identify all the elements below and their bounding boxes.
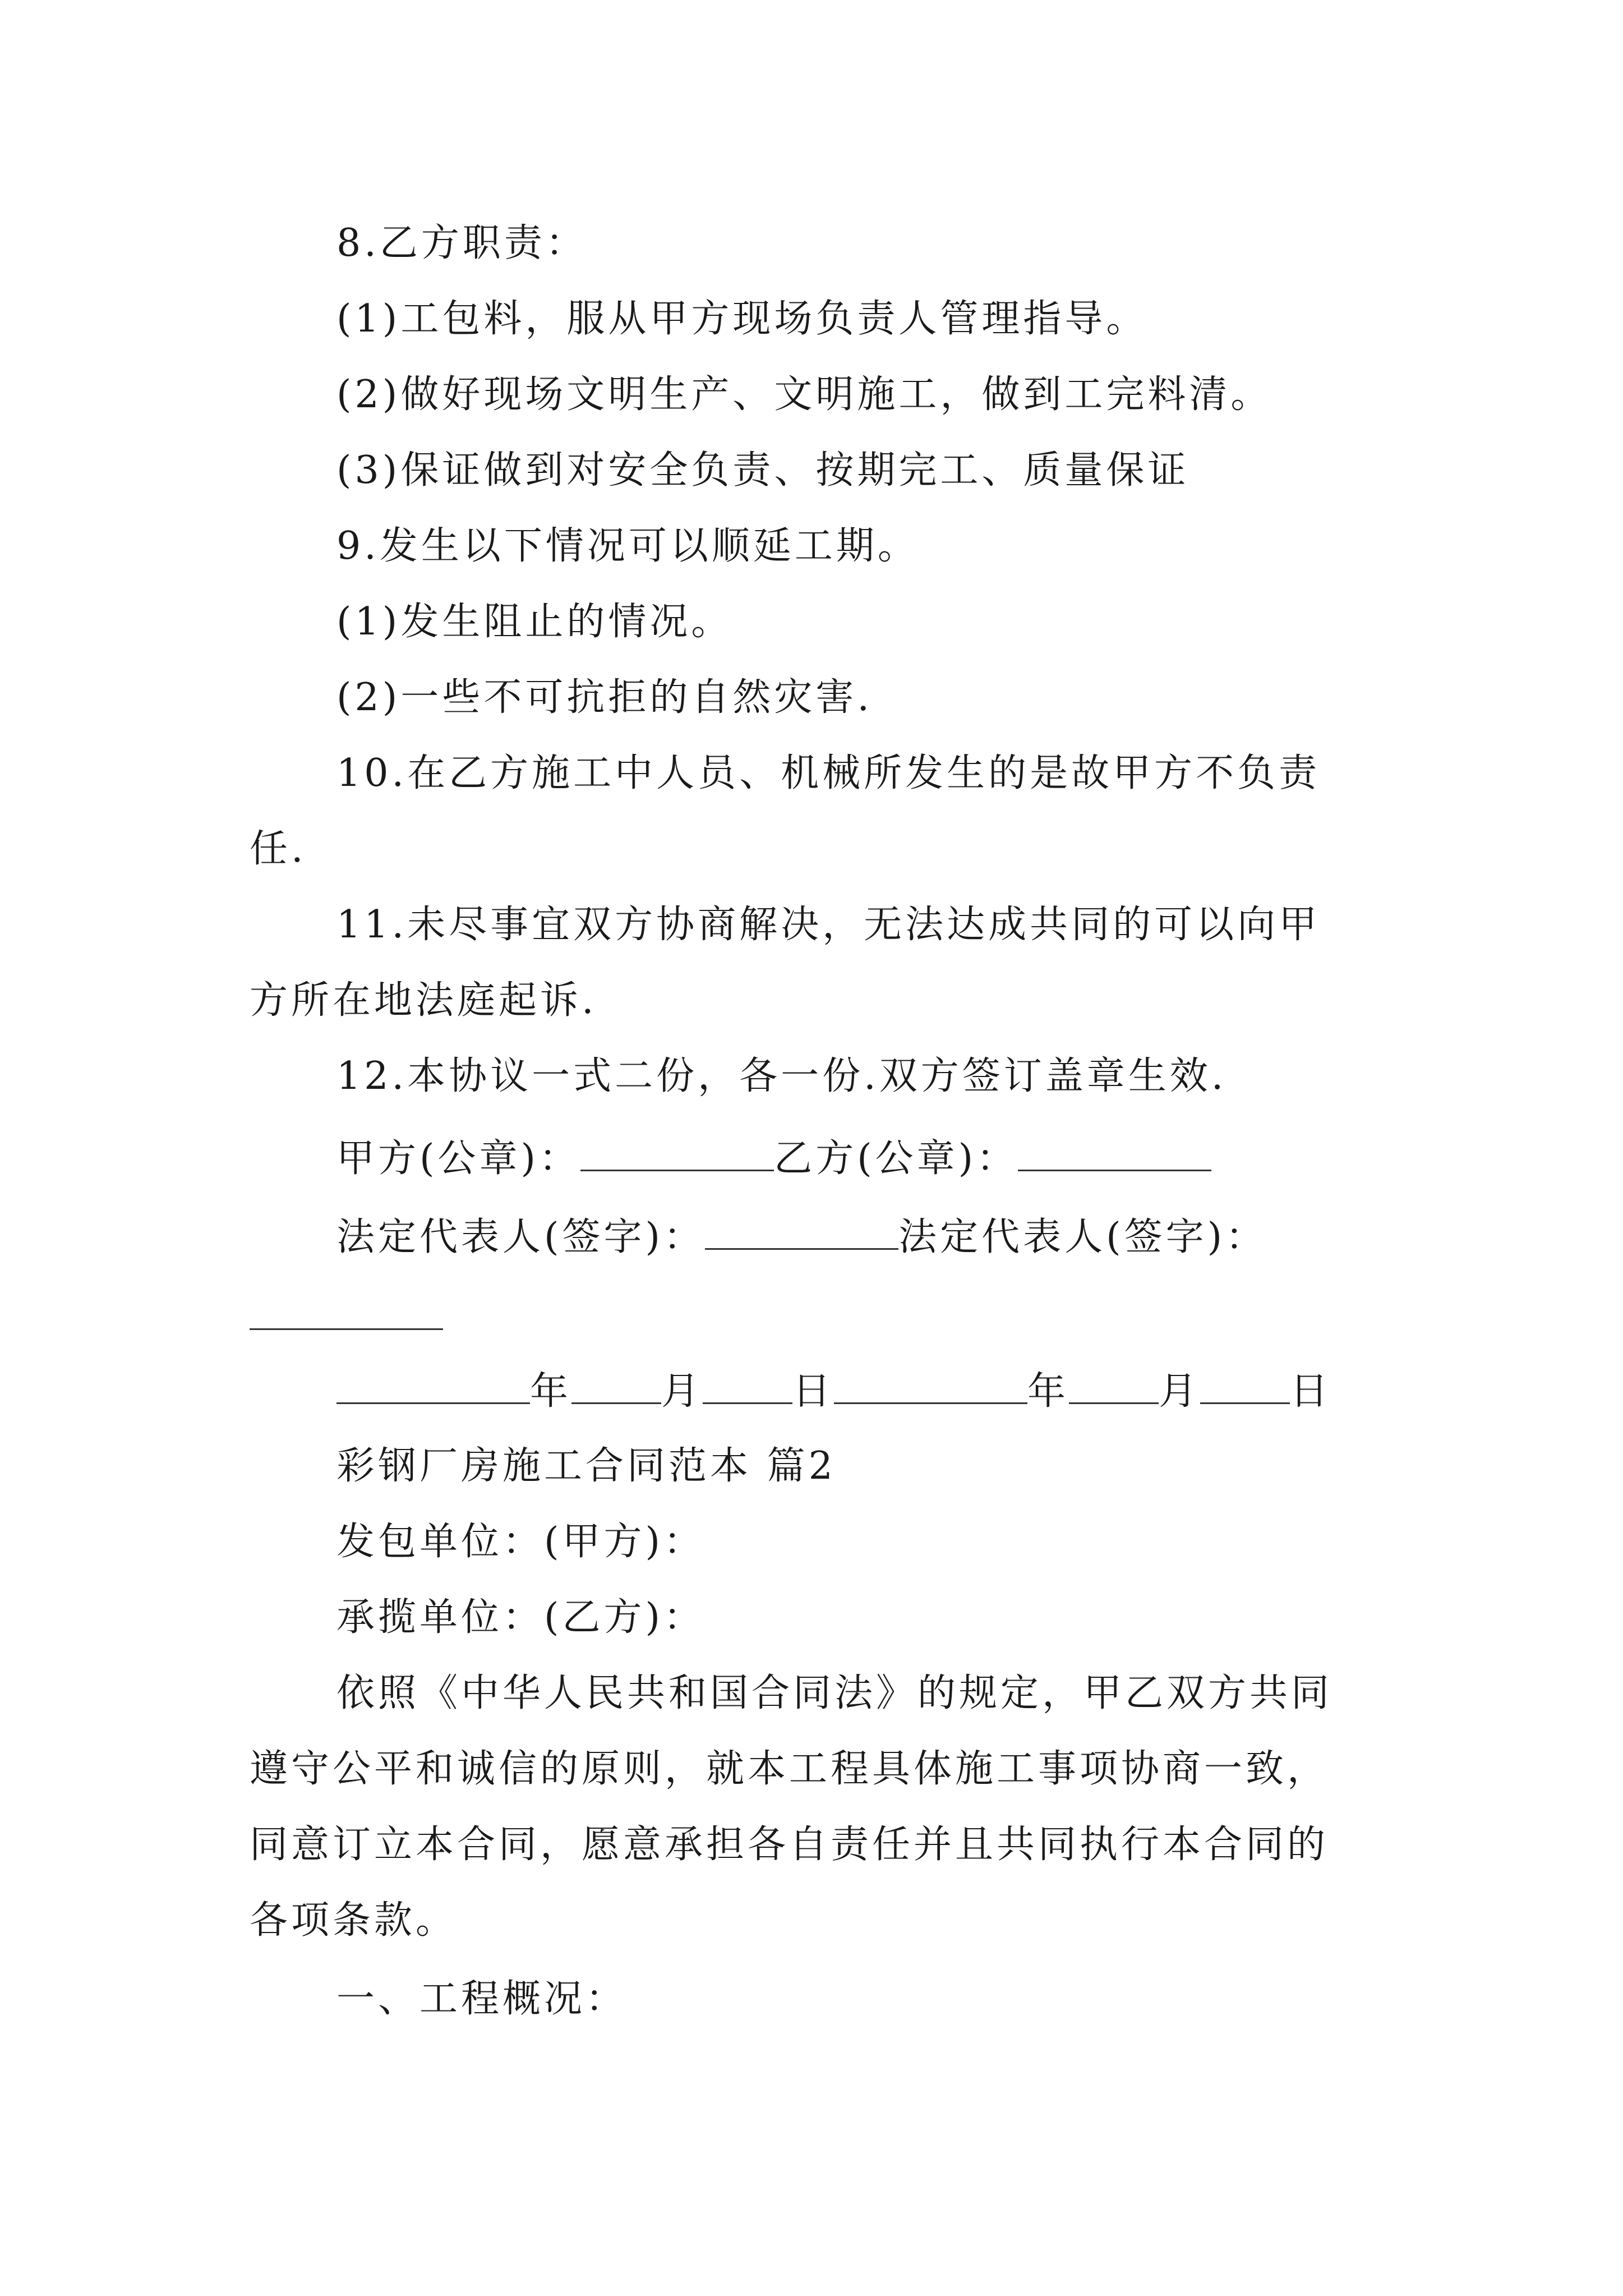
date-a-year-blank[interactable]: [336, 1369, 530, 1404]
date-a-day-blank[interactable]: [703, 1369, 792, 1404]
paragraph-line-3: 同意订立本合同，愿意承担各自责任并且共同执行本合同的: [250, 1823, 1329, 1867]
day-label-a: 日: [792, 1369, 834, 1414]
date-b-month-blank[interactable]: [1069, 1369, 1159, 1404]
clause-11-line-1: 11.未尽事宜双方协商解决，无法达成共同的可以向甲: [336, 903, 1321, 947]
representative-line: [336, 1214, 1267, 1257]
rep-a-signature-blank[interactable]: [705, 1214, 898, 1250]
rep-b-label: 法定代表人(签字)：: [898, 1215, 1267, 1259]
paragraph-line-4: 各项条款。: [250, 1898, 458, 1943]
party-a-seal-label: 甲方(公章)：: [336, 1137, 581, 1181]
party-b-seal-blank[interactable]: [1018, 1136, 1211, 1171]
clause-10-line-1: 10.在乙方施工中人员、机械所发生的是故甲方不负责: [336, 751, 1321, 795]
clause-9-item-2: (2)一些不可抗拒的自然灾害.: [336, 675, 873, 720]
party-b-seal-label: 乙方(公章)：: [774, 1137, 1018, 1181]
day-label-b: 日: [1290, 1369, 1332, 1414]
month-label-b: 月: [1159, 1369, 1201, 1414]
clause-8-item-2: (2)做好现场文明生产、文明施工，做到工完料清。: [336, 372, 1272, 417]
paragraph-line-2: 遵守公平和诚信的原则，就本工程具体施工事项协商一致，: [250, 1747, 1329, 1791]
year-label-a: 年: [530, 1369, 572, 1414]
party-a-seal-blank[interactable]: [580, 1136, 774, 1171]
section-heading-1: 一、工程概况：: [336, 1977, 628, 2021]
clause-10-line-2: 任.: [250, 827, 307, 871]
seal-line: [336, 1136, 1211, 1181]
clause-8-item-1: (1)工包料，服从甲方现场负责人管理指导。: [336, 297, 1148, 341]
date-b-day-blank[interactable]: [1200, 1369, 1290, 1404]
undertaker-line: 承揽单位：(乙方)：: [336, 1595, 706, 1640]
clause-8-heading: 8.乙方职责：: [336, 221, 587, 265]
clause-8-item-3: (3)保证做到对安全负责、按期完工、质量保证: [336, 448, 1189, 493]
clause-9-heading: 9.发生以下情况可以顺延工期。: [336, 524, 919, 568]
clause-9-item-1: (1)发生阻止的情况。: [336, 600, 733, 644]
month-label-a: 月: [661, 1369, 703, 1414]
rep-a-label: 法定代表人(签字)：: [336, 1215, 706, 1259]
year-label-b: 年: [1027, 1369, 1069, 1414]
date-line: [336, 1369, 1332, 1414]
contractor-line: 发包单位：(甲方)：: [336, 1520, 706, 1564]
section-2-title: 彩钢厂房施工合同范本 篇2: [336, 1444, 836, 1488]
clause-12: 12.本协议一式二份，各一份.双方签订盖章生效.: [336, 1054, 1227, 1098]
rep-b-signature-blank[interactable]: [250, 1328, 443, 1330]
clause-11-line-2: 方所在地法庭起诉.: [250, 978, 597, 1023]
date-a-month-blank[interactable]: [571, 1369, 661, 1404]
date-b-year-blank[interactable]: [834, 1369, 1027, 1404]
paragraph-line-1: 依照《中华人民共和国合同法》的规定，甲乙双方共同: [336, 1671, 1333, 1715]
